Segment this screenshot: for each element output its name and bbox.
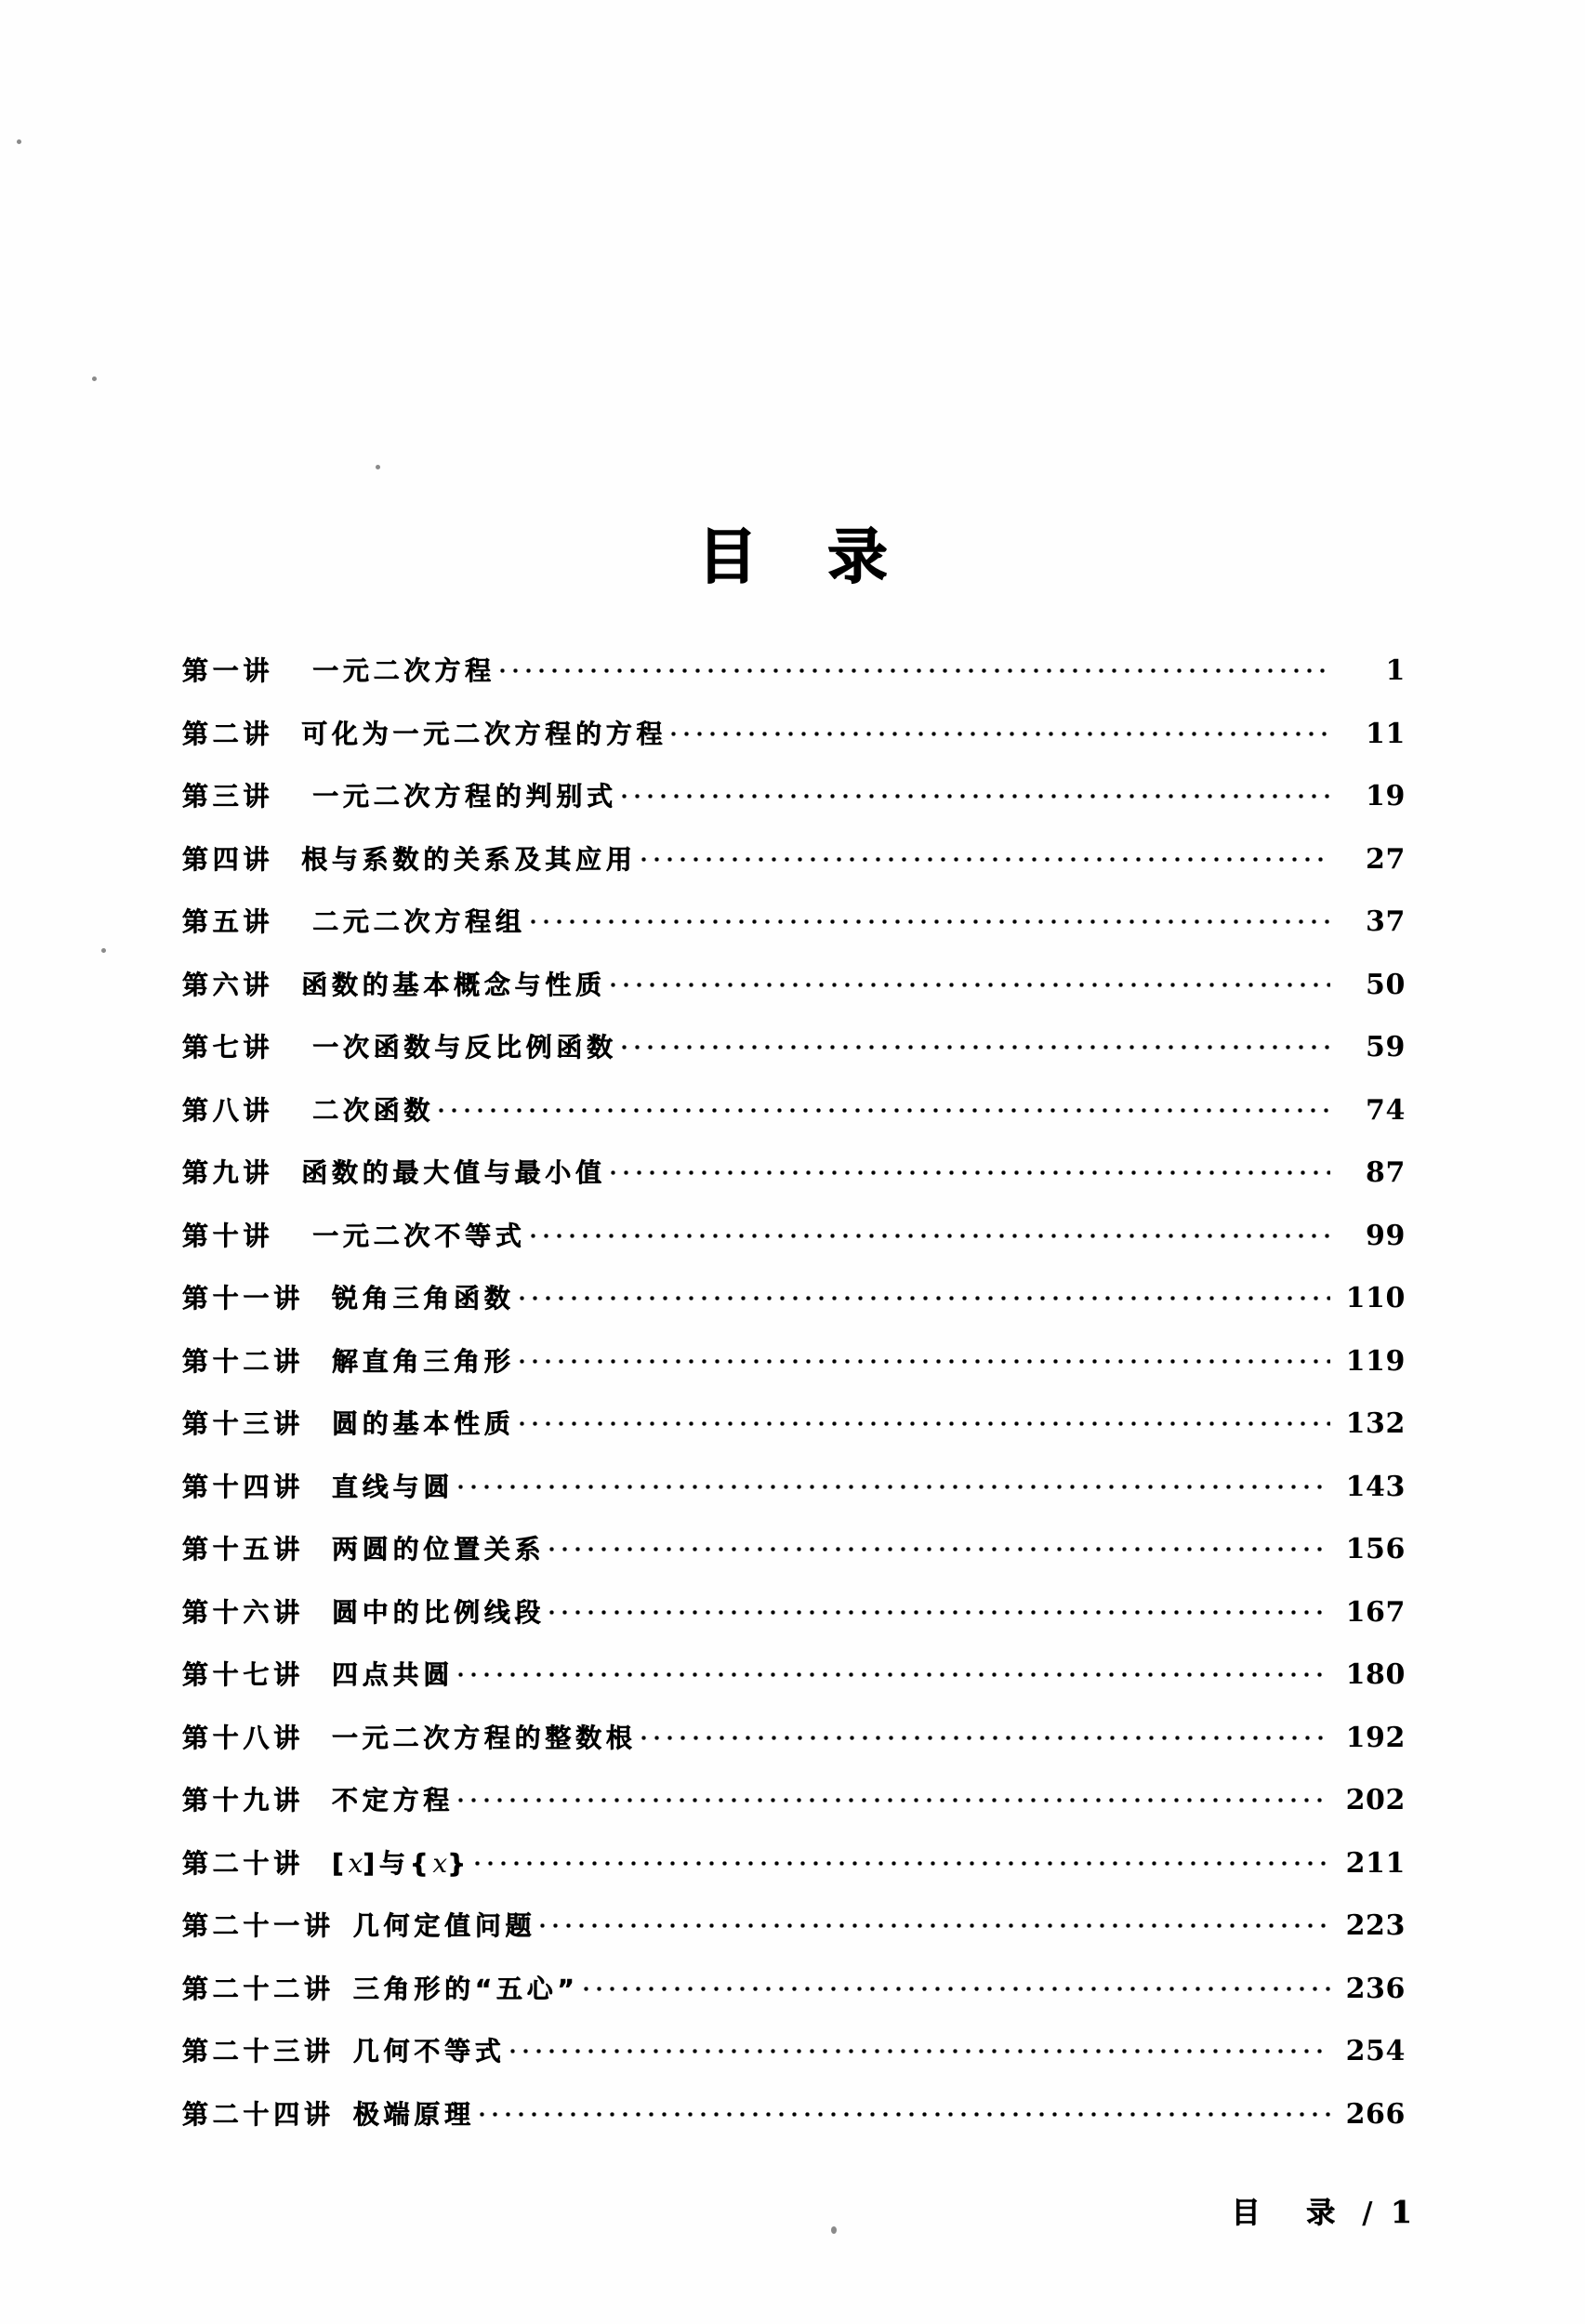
toc-lecture-number: 第十四讲 (182, 1471, 305, 1502)
toc-page-number: 180 (1345, 1658, 1406, 1691)
toc-lecture-number: 第七讲 (182, 1032, 274, 1063)
toc-dot-leader (439, 1093, 1330, 1119)
toc-entry-title: 一元二次方程的整数根 (332, 1722, 637, 1753)
toc-lecture-number: 第二讲 (182, 718, 274, 749)
scan-speckle (831, 2226, 837, 2234)
toc-lecture-number: 第五讲 (182, 906, 274, 937)
toc-page-number: 223 (1345, 1909, 1406, 1942)
toc-entry-title: 四点共圆 (332, 1659, 455, 1690)
toc-dot-leader (500, 654, 1330, 680)
toc-lecture-number: 第三讲 (182, 781, 274, 812)
toc-page-number: 74 (1366, 1093, 1406, 1127)
toc-dot-leader (622, 779, 1330, 805)
footer-separator: / (1362, 2197, 1373, 2230)
toc-dot-leader (549, 1595, 1330, 1621)
toc-dot-leader (520, 1281, 1330, 1307)
toc-entry[interactable] (182, 1278, 1406, 1341)
toc-entry[interactable] (182, 651, 1406, 714)
toc-dot-leader (584, 1972, 1330, 1998)
toc-page-number: 167 (1345, 1595, 1406, 1629)
toc-entry-title: 极端原理 (352, 2098, 475, 2130)
toc-lecture-number: 第二十讲 (182, 1847, 305, 1879)
toc-dot-leader (611, 1155, 1330, 1182)
toc-page-number: 119 (1345, 1344, 1406, 1378)
toc-page-number: 192 (1345, 1721, 1406, 1754)
toc-page-number: 37 (1366, 905, 1406, 938)
toc-dot-leader (531, 905, 1330, 931)
toc-dot-leader (540, 1908, 1330, 1934)
toc-lecture-number: 第十六讲 (182, 1596, 305, 1628)
toc-page-number: 19 (1366, 780, 1406, 812)
toc-entry-title: 几何不等式 (352, 2036, 506, 2067)
toc-entry-title: 一元二次不等式 (312, 1220, 526, 1251)
toc-dot-leader (458, 1657, 1330, 1684)
toc-entry[interactable] (182, 1467, 1406, 1530)
toc-lecture-number: 第八讲 (182, 1094, 274, 1126)
scan-speckle (17, 139, 21, 144)
toc-page-number: 202 (1345, 1784, 1406, 1816)
toc-entry[interactable] (182, 1153, 1406, 1216)
toc-page-number: 266 (1345, 2097, 1406, 2131)
toc-entry[interactable] (182, 839, 1406, 903)
toc-entry-title: 圆中的比例线段 (332, 1596, 546, 1628)
toc-entry[interactable] (182, 1780, 1406, 1843)
toc-lecture-number: 第十一讲 (182, 1283, 305, 1314)
toc-entry[interactable] (182, 1969, 1406, 2032)
toc-lecture-number: 第十五讲 (182, 1534, 305, 1565)
toc-lecture-number: 第十九讲 (182, 1785, 305, 1816)
toc-dot-leader (520, 1406, 1330, 1433)
toc-entry[interactable] (182, 1027, 1406, 1090)
toc-entry-title: 解直角三角形 (332, 1345, 515, 1377)
toc-entry-title: 一元二次方程 (312, 655, 495, 686)
toc-lecture-number: 第二十一讲 (182, 1910, 335, 1941)
page-title: 目 录 (697, 523, 913, 592)
toc-lecture-number: 第二十四讲 (182, 2098, 335, 2130)
toc-dot-leader (458, 1470, 1330, 1496)
toc-entry[interactable] (182, 1404, 1406, 1467)
toc-lecture-number: 第二十三讲 (182, 2036, 335, 2067)
scan-speckle (101, 948, 106, 953)
toc-page-number: 27 (1366, 842, 1406, 876)
footer-label: 目 录 (1231, 2197, 1344, 2230)
toc-page-number: 236 (1345, 1972, 1406, 2005)
table-of-contents (182, 651, 1406, 2157)
toc-entry[interactable] (182, 1529, 1406, 1592)
toc-lecture-number: 第一讲 (182, 655, 274, 686)
toc-lecture-number: 第十讲 (182, 1220, 274, 1251)
scan-speckle (92, 376, 97, 381)
toc-dot-leader (611, 968, 1330, 994)
toc-entry-title: 直线与圆 (332, 1471, 455, 1502)
toc-page-number: 50 (1366, 968, 1406, 1001)
toc-entry[interactable] (182, 965, 1406, 1028)
toc-page-number: 99 (1366, 1219, 1406, 1252)
toc-page-number: 143 (1345, 1470, 1406, 1503)
toc-entry-title: 一次函数与反比例函数 (312, 1032, 617, 1063)
toc-dot-leader (641, 1721, 1330, 1747)
toc-page-number: 254 (1345, 2035, 1406, 2067)
toc-entry-title: 函数的最大值与最小值 (301, 1157, 606, 1188)
toc-page-number: 110 (1345, 1282, 1406, 1314)
toc-page-number: 87 (1366, 1156, 1406, 1189)
toc-entry-title: 一元二次方程的判别式 (312, 781, 617, 812)
toc-dot-leader (458, 1783, 1330, 1809)
toc-entry[interactable] (182, 1655, 1406, 1718)
toc-entry-title: 圆的基本性质 (332, 1408, 515, 1439)
toc-lecture-number: 第九讲 (182, 1157, 274, 1188)
toc-lecture-number: 第四讲 (182, 843, 274, 875)
toc-lecture-number: 第十三讲 (182, 1408, 305, 1439)
toc-page-number: 132 (1345, 1407, 1406, 1440)
toc-entry-title: [x]与{x} (332, 1847, 470, 1879)
toc-lecture-number: 第十二讲 (182, 1345, 305, 1377)
toc-dot-leader (622, 1030, 1330, 1056)
toc-entry-title: 不定方程 (332, 1785, 455, 1816)
toc-entry-title: 二元二次方程组 (312, 906, 526, 937)
toc-entry[interactable] (182, 776, 1406, 839)
toc-entry-title: 锐角三角函数 (332, 1283, 515, 1314)
toc-dot-leader (641, 842, 1330, 868)
toc-entry-title: 几何定值问题 (352, 1910, 536, 1941)
page-footer (1232, 2189, 1412, 2231)
toc-entry[interactable] (182, 1718, 1406, 1781)
toc-lecture-number: 第二十二讲 (182, 1973, 335, 2004)
toc-lecture-number: 第十七讲 (182, 1659, 305, 1690)
toc-dot-leader (671, 717, 1330, 743)
footer-page-number: 1 (1391, 2194, 1412, 2230)
toc-page-number: 156 (1345, 1533, 1406, 1565)
toc-entry-title: 两圆的位置关系 (332, 1534, 546, 1565)
toc-dot-leader (475, 1846, 1330, 1872)
toc-lecture-number: 第十八讲 (182, 1722, 305, 1753)
toc-entry-title: 函数的基本概念与性质 (301, 969, 606, 1000)
toc-entry[interactable] (182, 902, 1406, 965)
toc-page-number: 11 (1366, 717, 1406, 750)
toc-entry-title: 根与系数的关系及其应用 (301, 843, 637, 875)
toc-dot-leader (520, 1344, 1330, 1370)
toc-lecture-number: 第六讲 (182, 969, 274, 1000)
toc-page-number: 59 (1366, 1031, 1406, 1063)
toc-dot-leader (531, 1219, 1330, 1245)
toc-entry[interactable] (182, 1592, 1406, 1656)
toc-dot-leader (480, 2097, 1330, 2123)
toc-page-number: 1 (1385, 654, 1406, 687)
toc-entry-title: 二次函数 (312, 1094, 435, 1126)
toc-entry[interactable] (182, 1906, 1406, 1969)
toc-dot-leader (510, 2034, 1330, 2060)
toc-dot-leader (549, 1532, 1330, 1558)
toc-entry-title: 三角形的“五心” (352, 1973, 579, 2004)
scan-speckle (376, 465, 380, 469)
toc-entry-title: 可化为一元二次方程的方程 (301, 718, 667, 749)
toc-entry[interactable] (182, 1216, 1406, 1279)
toc-entry[interactable] (182, 1090, 1406, 1154)
toc-entry[interactable] (182, 714, 1406, 777)
toc-entry[interactable] (182, 1341, 1406, 1405)
toc-entry[interactable] (182, 2094, 1406, 2158)
toc-entry[interactable] (182, 2031, 1406, 2094)
toc-entry[interactable] (182, 1843, 1406, 1907)
toc-page-number: 211 (1345, 1846, 1406, 1880)
